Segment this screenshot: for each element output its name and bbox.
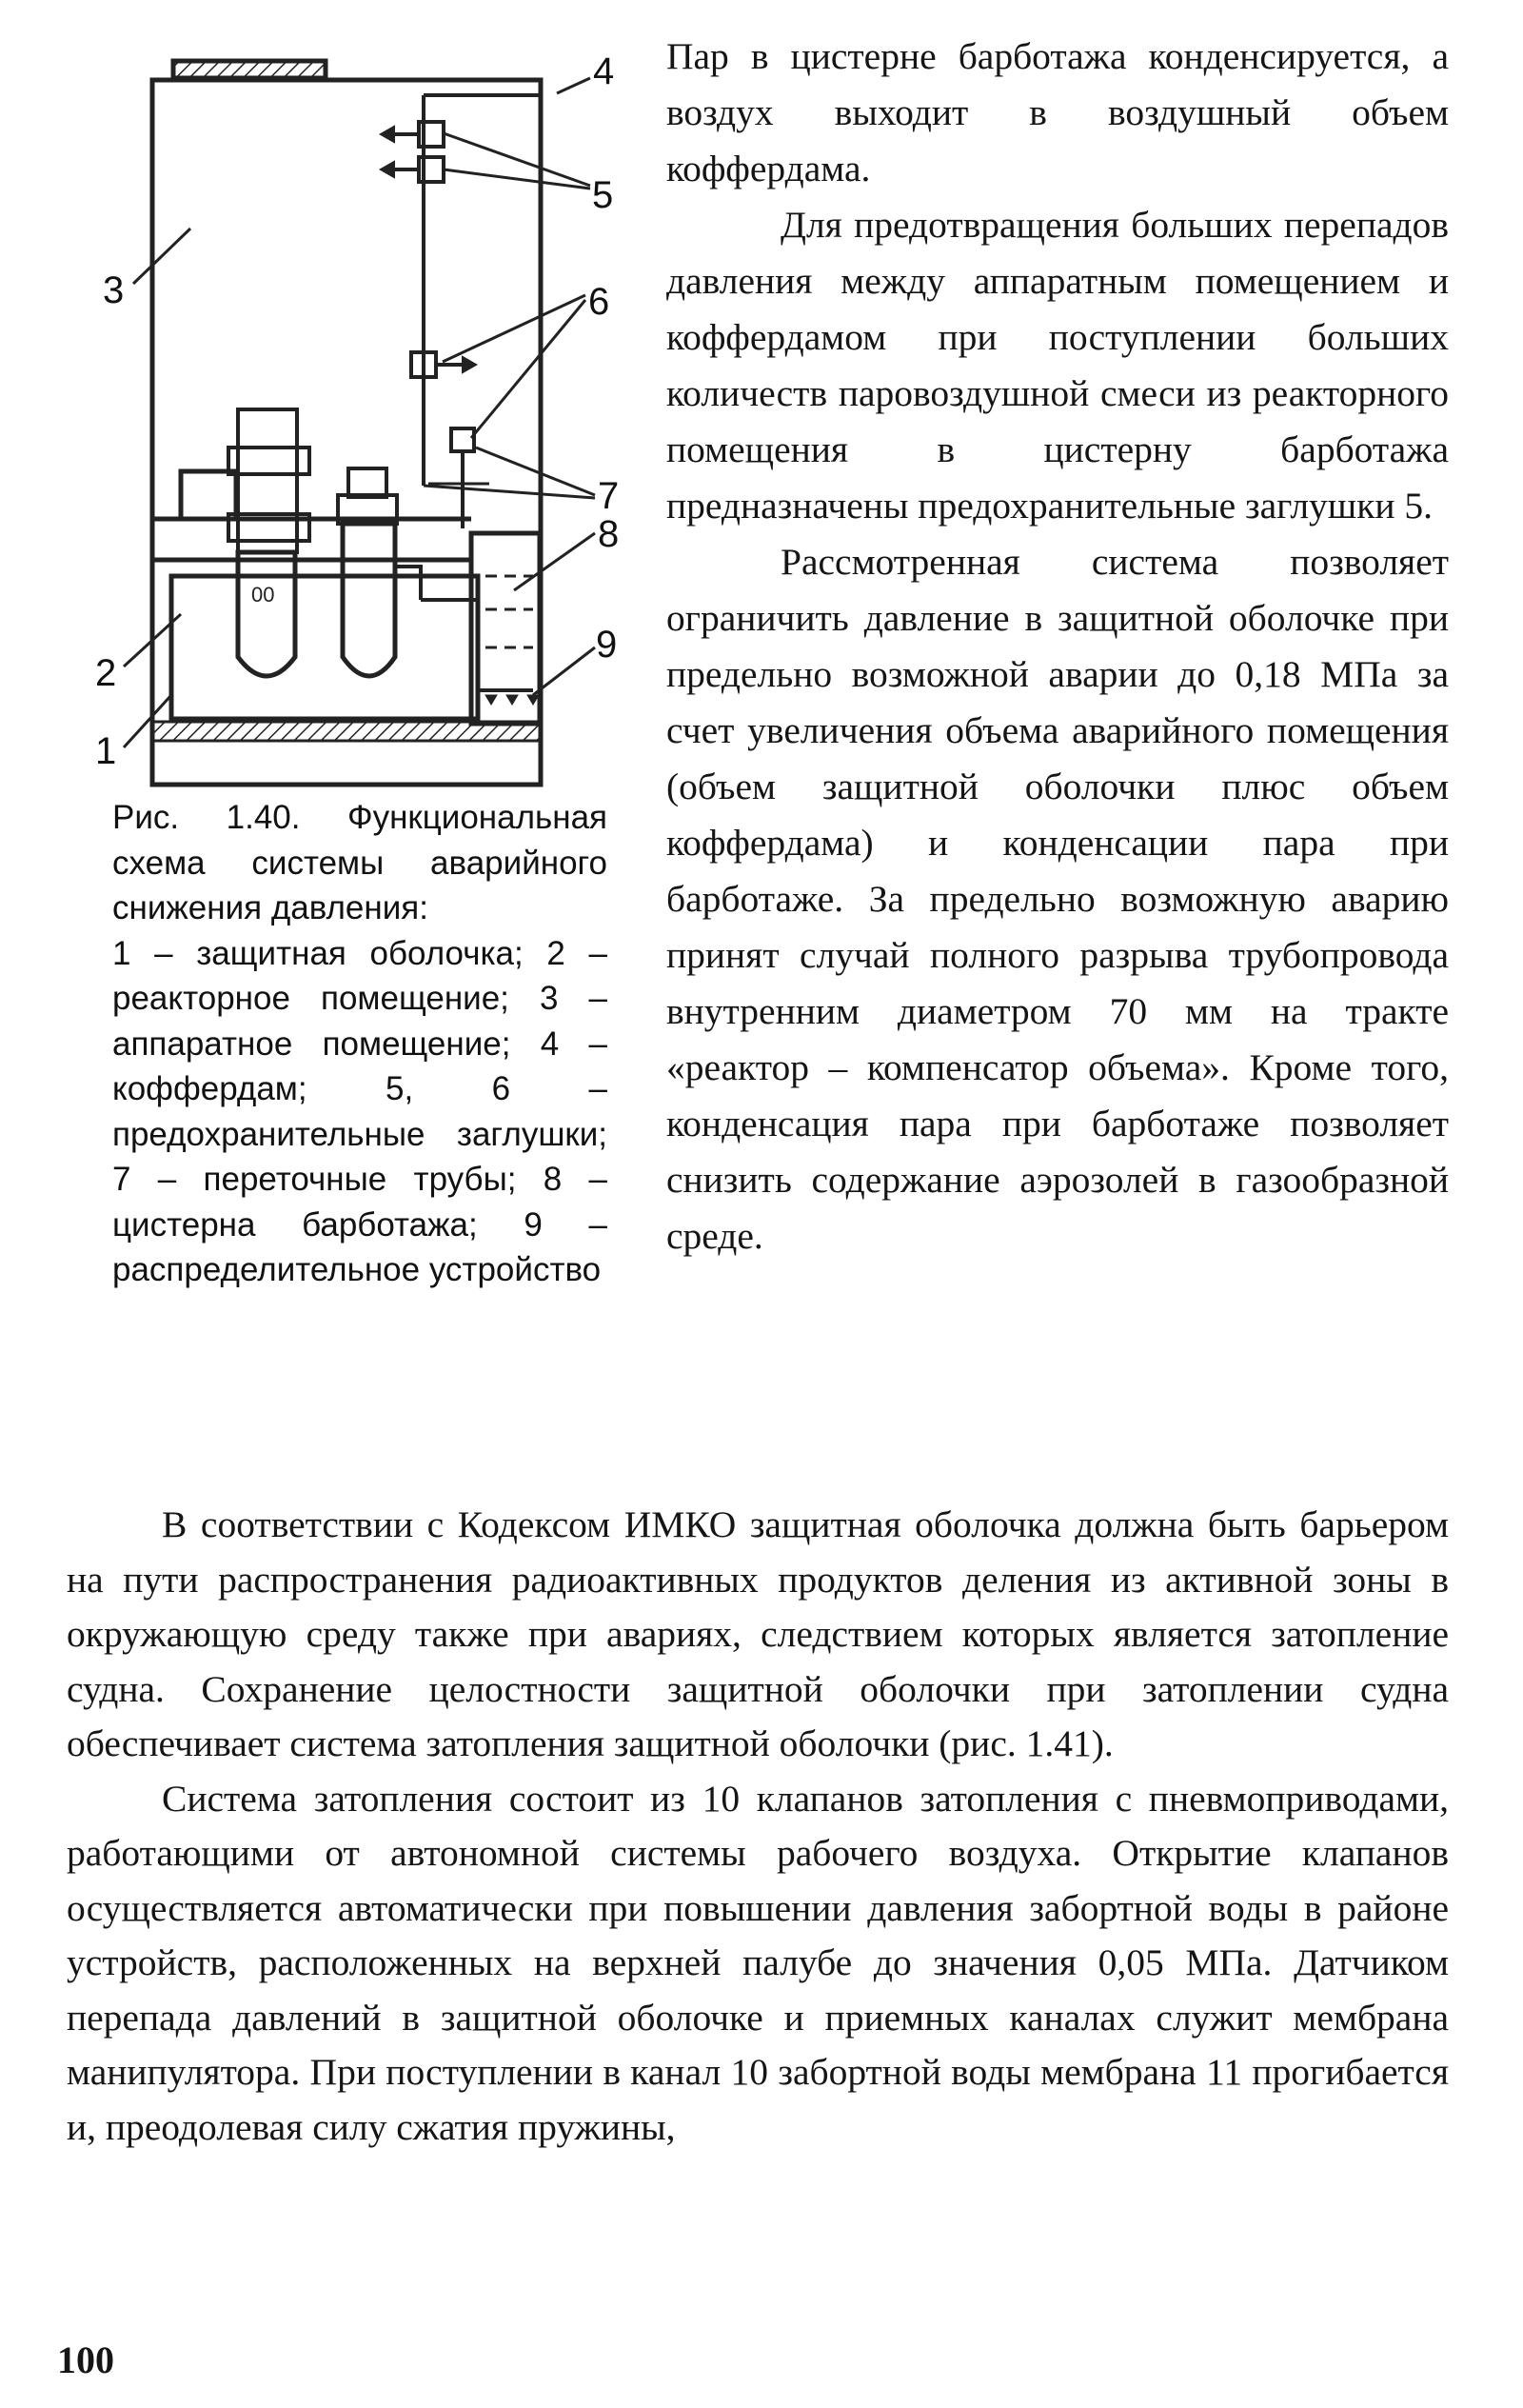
svg-text:00: 00 [251, 583, 275, 607]
reactor-room [171, 576, 478, 719]
callout-3: 3 [103, 269, 125, 311]
callout-1: 1 [95, 730, 117, 772]
callout-4: 4 [593, 50, 615, 92]
callout-9: 9 [596, 624, 618, 666]
caption-legend: 1 – защитная оболочка; 2 – реакторное помещение; 3 – аппаратное помещение; 4 – коффердам; 5, 6 – предохранительные заглушки; 7 – переточные трубы; 8 – цистерна барботажа; 9 – распределительное устройство [112, 934, 607, 1288]
reactor-top [238, 409, 297, 552]
paragraph: Рассмотренная система позволяет ограничить давление в защитной оболочке при предельно возможной аварии до 0,18 МПа за счет увеличения объема аварийного помещения (объем защитной оболочки плюс объем коффердама) и конденсации пара при барботаже. За предельно возможную аварию принят случай полного разрыва трубопровода внутренним диаметром 70 мм на тракте «реактор – компенсатор объема». Кроме того, конденсация пара при барботаже позволяет снизить содержание аэрозолей в газообразной среде. [666, 541, 1449, 1257]
paragraph: В соответствии с Кодексом ИМКО защитная оболочка должна быть барьером на пути распространения радиоактивных продуктов деления из активной зоны в окружающую среду также при авариях, следствием которых является затопление судна. Сохранение целостности защитной оболочки при затоплении судна обеспечивает система затопления защитной оболочки (рис. 1.41). [67, 1503, 1449, 1764]
paragraph: Пар в цистерне барботажа конденсируется, а воздух выходит в воздушный объем коффердама. [666, 35, 1449, 189]
page-number: 100 [57, 2338, 114, 2381]
callout-7: 7 [598, 475, 620, 517]
callout-2: 2 [95, 652, 117, 694]
containment-shell [152, 80, 541, 785]
callout-8: 8 [598, 513, 620, 555]
callout-5: 5 [592, 174, 614, 216]
pressurizer [343, 524, 395, 676]
reactor-vessel [238, 552, 295, 676]
body-text [67, 1498, 1449, 2155]
left-equipment [181, 471, 236, 519]
callout-6: 6 [588, 281, 610, 323]
hatch-cap [173, 61, 326, 78]
paragraph: Для предотвращения больших перепадов давления между аппаратным помещением и коффердамом при поступлении больших количеств паровоздушной смеси из реакторного помещения в цистерну барботажа предназначены предохранительные заглушки 5. [666, 204, 1449, 527]
schematic-drawing [67, 38, 638, 800]
paragraph: Система затопления состоит из 10 клапанов затопления с пневмоприводами, работающими от автономной системы рабочего воздуха. Открытие клапанов осуществляется автоматически при повышении давления забортной воды в районе устройств, расположенных на верхней палубе до значения 0,05 МПа. Датчиком перепада давлений в защитной оболочке и приемных каналах служит мембрана манипулятора. При поступлении в канал 10 забортной воды мембрана 11 прогибается и, преодолевая силу сжатия пружины, [67, 1777, 1449, 2148]
valve-7 [451, 428, 474, 451]
figure-caption [112, 795, 607, 1293]
figure-1-40 [67, 38, 638, 800]
caption-title: Рис. 1.40. Функциональная схема системы аварийного снижения давления: [112, 799, 607, 926]
right-column-text [666, 29, 1449, 1264]
